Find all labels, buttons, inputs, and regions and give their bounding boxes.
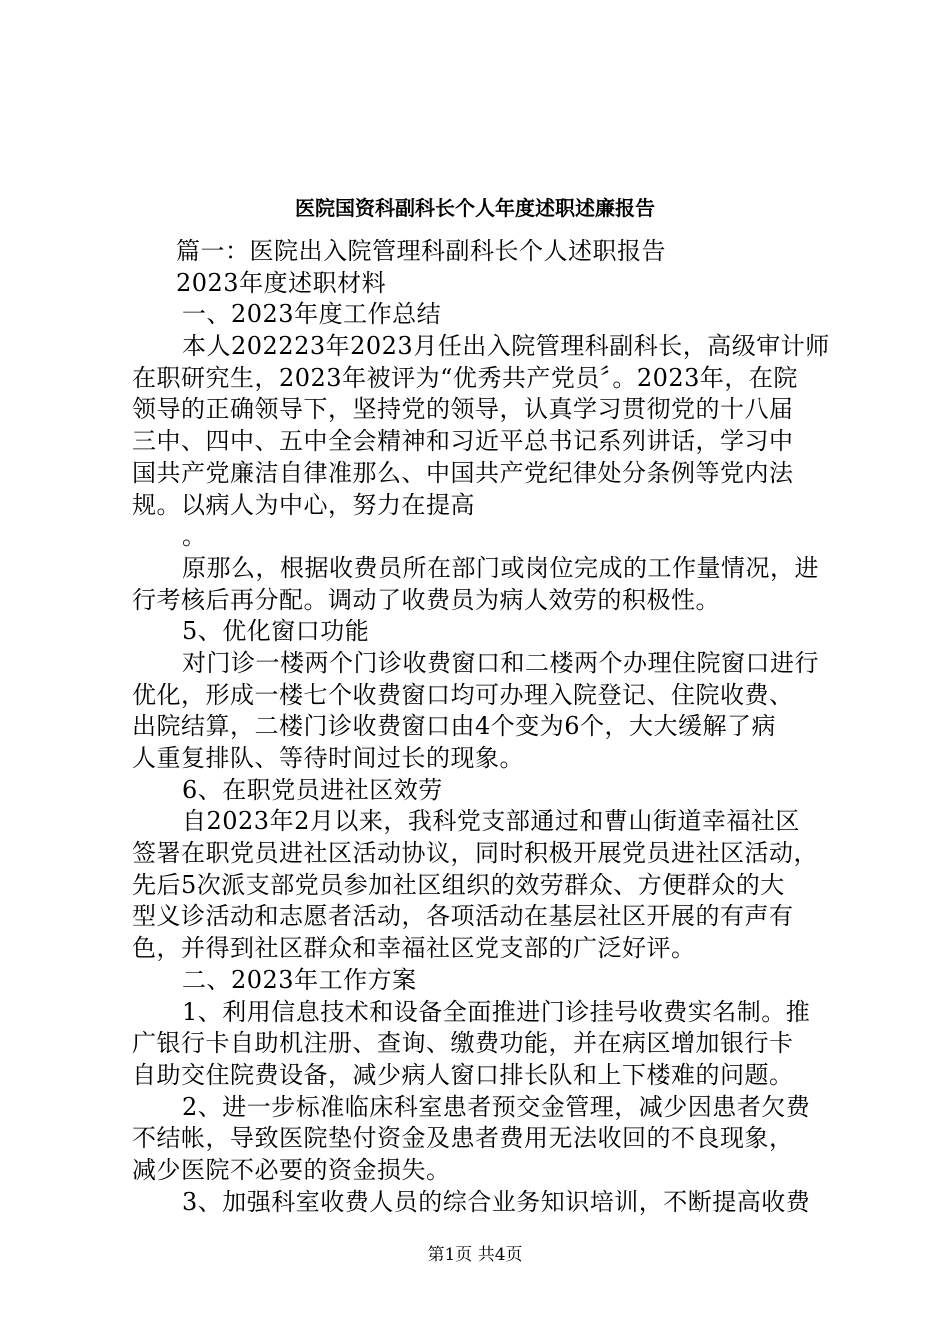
text-line: 色，并得到社区群众和幸福社区党支部的广泛好评。 (132, 934, 696, 963)
text-line: 三中、四中、五中全会精神和习近平总书记系列讲话，学习中 (132, 427, 794, 456)
text-line: 本人202223年2023月任出入院管理科副科长，高级审计师 (182, 332, 830, 361)
text-line: 领导的正确领导下，坚持党的领导，认真学习贯彻党的十八届 (132, 395, 794, 424)
text-line: 优化，形成一楼七个收费窗口均可办理入院登记、住院收费、 (132, 680, 794, 709)
text-line: 原那么，根据收费员所在部门或岗位完成的工作量情况，进 (182, 553, 819, 582)
text-line: 型义诊活动和志愿者活动，各项活动在基层社区开展的有声有 (132, 902, 794, 931)
text-line: 一、2023年度工作总结 (182, 300, 442, 329)
text-line: 签署在职党员进社区活动协议，同时积极开展党员进社区活动， (132, 839, 818, 868)
document-title: 医院国资科副科长个人年度述职述廉报告 (295, 196, 655, 220)
text-line: 出院结算，二楼门诊收费窗口由4个变为6个，大大缓解了病 (132, 712, 777, 741)
text-line: 5、优化窗口功能 (182, 617, 370, 646)
text-line: 1、利用信息技术和设备全面推进门诊挂号收费实名制。推 (182, 997, 811, 1026)
text-line: 国共产党廉洁自律准那么、中国共产党纪律处分条例等党内法 (132, 458, 794, 487)
text-line: 2023年度述职材料 (176, 268, 387, 297)
text-line: 3、加强科室收费人员的综合业务知识培训，不断提高收费 (182, 1187, 811, 1216)
text-line: 行考核后再分配。调动了收费员为病人效劳的积极性。 (132, 585, 720, 614)
text-line: 二、2023年工作方案 (182, 965, 417, 994)
text-line: 对门诊一楼两个门诊收费窗口和二楼两个办理住院窗口进行 (182, 648, 819, 677)
text-line: 自2023年2月以来，我科党支部通过和曹山街道幸福社区 (182, 807, 800, 836)
text-line: 广银行卡自助机注册、查询、缴费功能，并在病区增加银行卡 (132, 1029, 794, 1058)
text-line: 自助交住院费设备，减少病人窗口排长队和上下楼难的问题。 (132, 1060, 794, 1089)
text-line: 减少医院不必要的资金损失。 (132, 1155, 451, 1184)
page-footer: 第1页 共4页 (427, 1245, 523, 1265)
text-line: 在职研究生，2023年被评为“优秀共产党员〞。2023年，在院 (132, 363, 798, 392)
text-line: 不结帐，导致医院垫付资金及患者费用无法收回的不良现象， (132, 1124, 794, 1153)
text-line: 先后5次派支部党员参加社区组织的效劳群众、方便群众的大 (132, 870, 785, 899)
text-line: 。 (182, 522, 207, 551)
text-line: 2、进一步标准临床科室患者预交金管理，减少因患者欠费 (182, 1092, 811, 1121)
text-line: 规。以病人为中心，努力在提高 (132, 490, 475, 519)
text-line: 篇一：医院出入院管理科副科长个人述职报告 (176, 237, 666, 265)
text-line: 6、在职党员进社区效劳 (182, 775, 443, 804)
text-line: 人重复排队、等待时间过长的现象。 (132, 744, 524, 772)
document-body (132, 236, 832, 1218)
